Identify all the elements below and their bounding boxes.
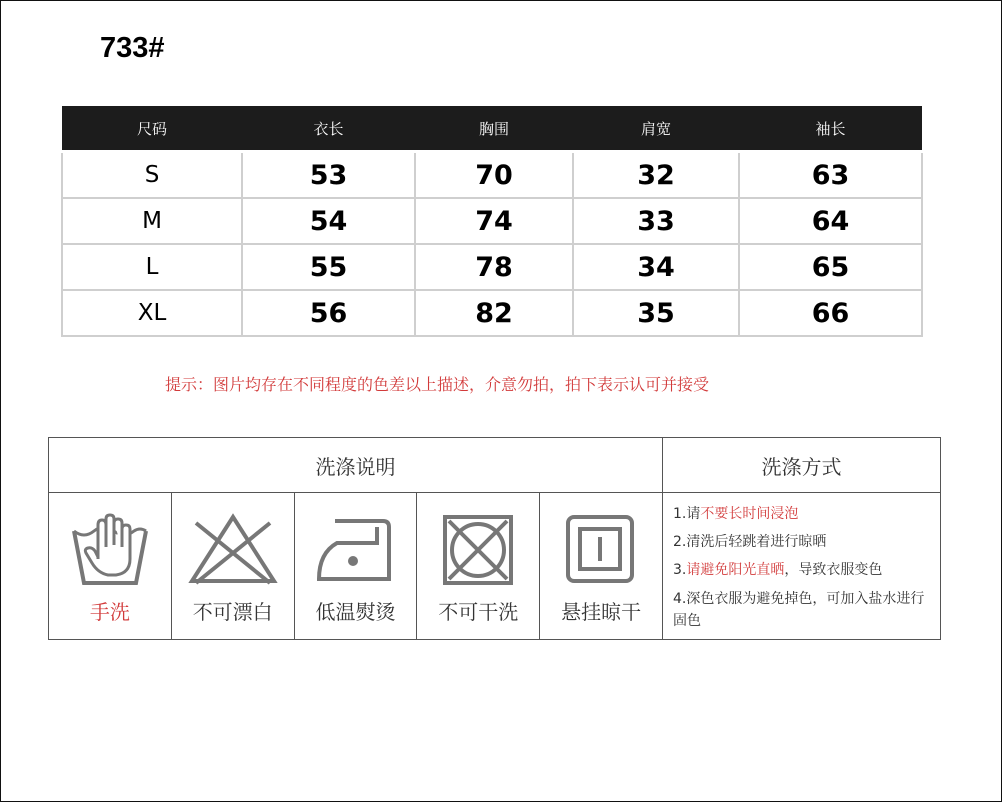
sleeve-cell: 65	[739, 244, 922, 290]
table-row	[62, 290, 922, 336]
sleeve-cell: 66	[739, 290, 922, 336]
color-difference-tip: 提示：图片均存在不同程度的色差以上描述，介意勿拍，拍下表示认可并接受	[165, 375, 710, 394]
size-cell: S	[62, 152, 242, 199]
size-table-header-row	[62, 106, 922, 152]
sleeve-cell: 63	[739, 152, 922, 199]
sleeve-cell: 64	[739, 198, 922, 244]
shoulder-cell: 32	[573, 152, 739, 199]
header-sleeve: 袖长	[739, 106, 922, 152]
care-item-hand-wash	[49, 493, 172, 639]
header-chest: 胸围	[415, 106, 573, 152]
size-table	[61, 106, 923, 337]
care-instructions-header: 洗涤说明	[49, 438, 663, 493]
low-iron-label: 低温熨烫	[315, 600, 396, 624]
note-4: 4.深色衣服为避免掉色，可加入盐水进行固色	[673, 591, 925, 629]
care-item-hang-dry	[540, 493, 662, 639]
header-shoulder: 肩宽	[573, 106, 739, 152]
model-code: 733#	[100, 32, 165, 64]
hand-wash-label: 手洗	[89, 600, 130, 624]
chest-cell: 82	[415, 290, 573, 336]
length-cell: 53	[242, 152, 415, 199]
no-dry-clean-icon	[441, 513, 515, 587]
care-instructions-table	[48, 437, 941, 640]
hang-dry-icon	[564, 513, 638, 587]
care-item-no-dry-clean	[417, 493, 540, 639]
note-1: 1.请不要长时间浸泡	[673, 506, 799, 522]
size-cell: XL	[62, 290, 242, 336]
no-bleach-label: 不可漂白	[192, 600, 273, 624]
header-size: 尺码	[62, 106, 242, 152]
length-cell: 54	[242, 198, 415, 244]
care-item-low-iron	[295, 493, 418, 639]
hand-wash-icon	[68, 513, 152, 587]
low-iron-icon	[313, 513, 397, 587]
no-bleach-icon	[188, 513, 278, 587]
hang-dry-label: 悬挂晾干	[561, 600, 642, 624]
note-3: 3.请避免阳光直晒，导致衣服变色	[673, 562, 883, 578]
chest-cell: 70	[415, 152, 573, 199]
note-2: 2.清洗后轻跳着进行晾晒	[673, 534, 827, 550]
table-row	[62, 198, 922, 244]
chest-cell: 78	[415, 244, 573, 290]
no-dry-clean-label: 不可干洗	[438, 600, 519, 624]
size-cell: M	[62, 198, 242, 244]
shoulder-cell: 33	[573, 198, 739, 244]
chest-cell: 74	[415, 198, 573, 244]
shoulder-cell: 34	[573, 244, 739, 290]
length-cell: 56	[242, 290, 415, 336]
table-row	[62, 244, 922, 290]
wash-method-notes	[673, 500, 935, 632]
length-cell: 55	[242, 244, 415, 290]
care-icons-row	[49, 493, 663, 639]
table-row	[62, 152, 922, 199]
header-length: 衣长	[242, 106, 415, 152]
size-cell: L	[62, 244, 242, 290]
care-item-no-bleach	[172, 493, 295, 639]
wash-method-header: 洗涤方式	[663, 438, 940, 493]
shoulder-cell: 35	[573, 290, 739, 336]
